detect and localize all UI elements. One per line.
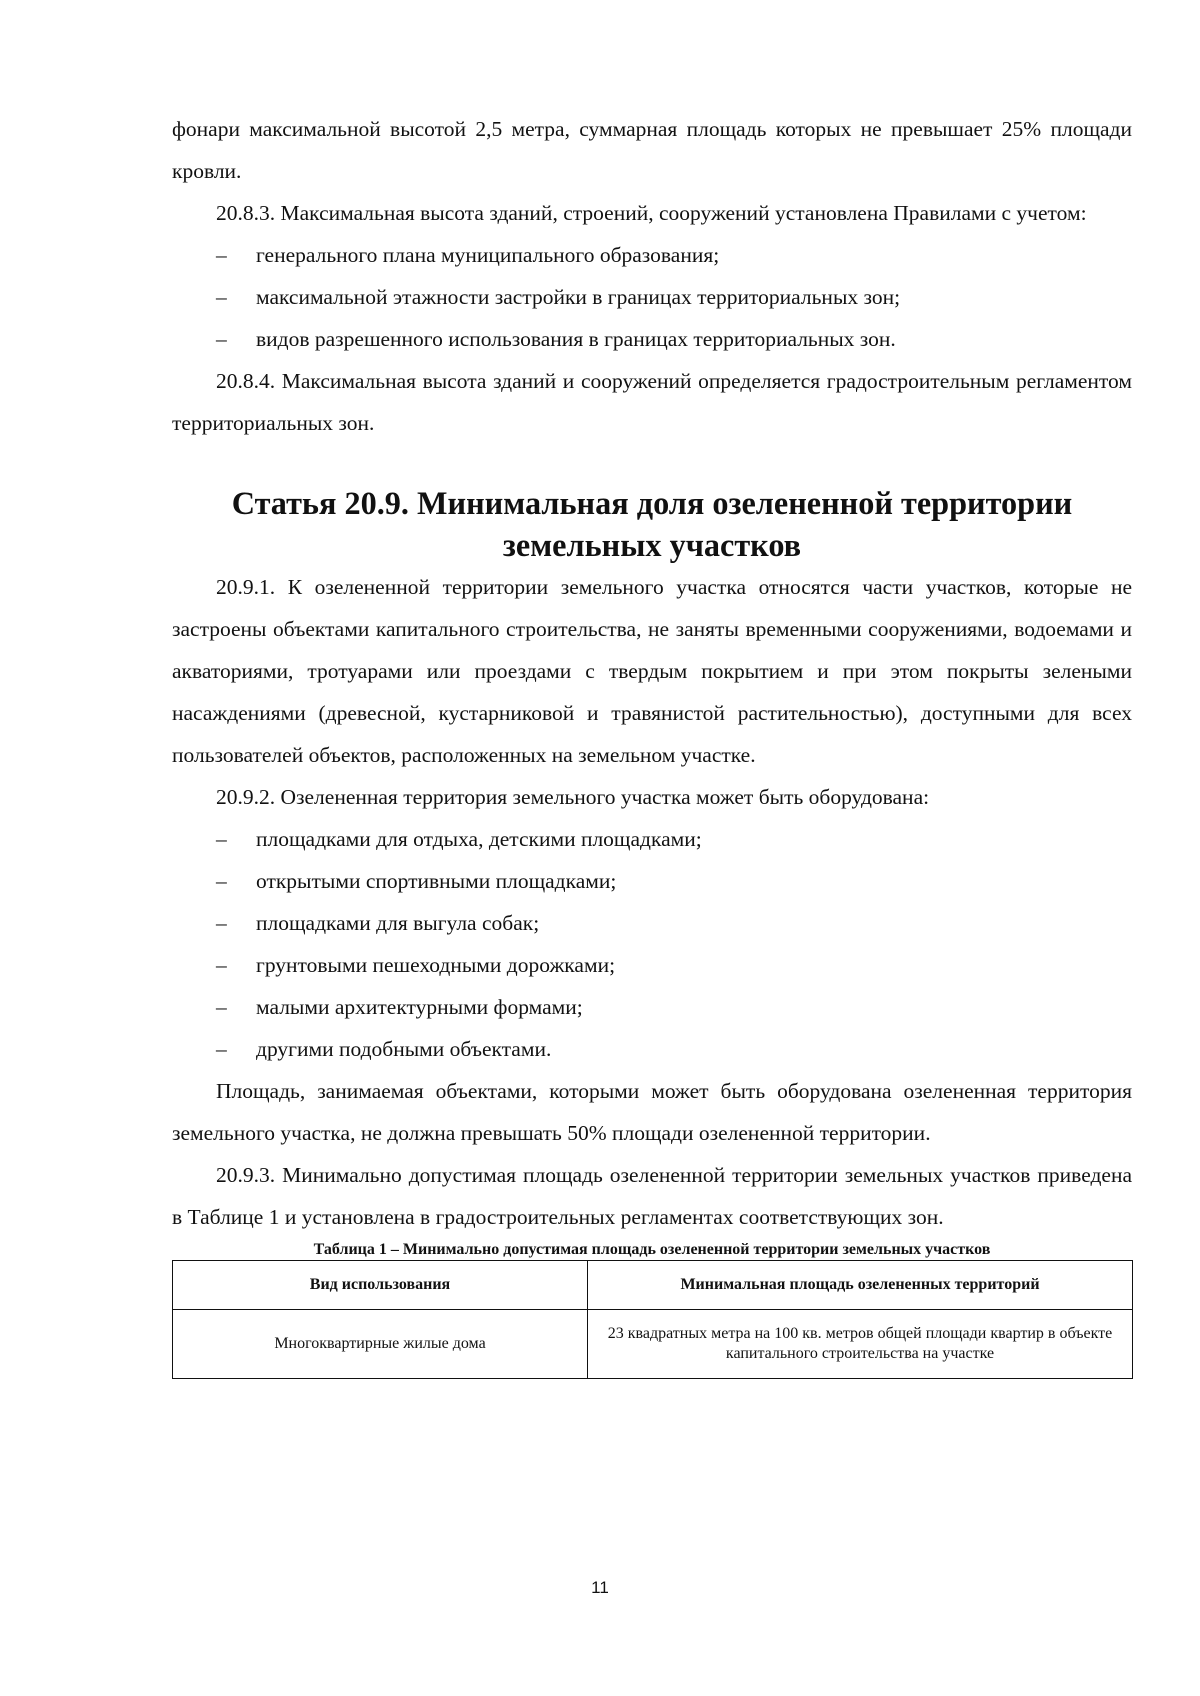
list-item-text: максимальной этажности застройки в границах территориальных зон;	[256, 285, 901, 309]
paragraph-20-8-3: 20.8.3. Максимальная высота зданий, строений, сооружений установлена Правилами с учетом:	[216, 201, 1087, 225]
list-item	[172, 986, 1132, 1028]
table-cell: 23 квадратных метра на 100 кв. метров общей площади квартир в объекте капитального строительства на участке	[588, 1310, 1133, 1379]
paragraph-20-9-3: 20.9.3. Минимально допустимая площадь озелененной территории земельных участков приведена в Таблице 1 и установлена в градостроительных регламентах соответствующих зон.	[172, 1163, 1132, 1229]
table-cell: Многоквартирные жилые дома	[173, 1310, 588, 1379]
table-header-cell: Минимальная площадь озелененных территорий	[588, 1261, 1133, 1310]
list-item-text: малыми архитектурными формами;	[256, 995, 583, 1019]
dash-bullet: –	[216, 243, 227, 267]
page-number: 11	[591, 1578, 609, 1597]
dash-bullet: –	[216, 1037, 227, 1061]
list-item	[172, 1028, 1132, 1070]
paragraph-20-8-4: 20.8.4. Максимальная высота зданий и сооружений определяется градостроительным регламентом территориальных зон.	[172, 369, 1132, 435]
list-item	[172, 318, 1132, 360]
list-item	[172, 818, 1132, 860]
table-caption: Таблица 1 – Минимально допустимая площадь озелененной территории земельных участков	[313, 1241, 991, 1258]
equipment-list	[172, 818, 1132, 1070]
paragraph-20-9-1: 20.9.1. К озелененной территории земельного участка относятся части участков, которые не застроены объектами капитального строительства, не заняты временными сооружениями, водоемами и акваториями, тротуарами или проездами с твердым покрытием и при этом покрыты зелеными насаждениями (древесной, кустарниковой и травянистой растительностью), доступными для всех пользователей объектов, расположенных на земельном участке.	[172, 575, 1132, 767]
paragraph-20-9-2: 20.9.2. Озелененная территория земельного участка может быть оборудована:	[216, 785, 930, 809]
list-item-text: видов разрешенного использования в границах территориальных зон.	[256, 327, 896, 351]
table-row	[173, 1310, 1133, 1379]
document-page	[172, 108, 1132, 1379]
list-item-text: открытыми спортивными площадками;	[256, 869, 617, 893]
dash-bullet: –	[216, 285, 227, 309]
dash-bullet: –	[216, 953, 227, 977]
dash-bullet: –	[216, 911, 227, 935]
paragraph-roof-lanterns: фонари максимальной высотой 2,5 метра, суммарная площадь которых не превышает 25% площади кровли.	[172, 117, 1132, 183]
table-header-row	[173, 1261, 1133, 1310]
dash-bullet: –	[216, 827, 227, 851]
list-item-text: генерального плана муниципального образования;	[256, 243, 720, 267]
list-item	[172, 944, 1132, 986]
dash-bullet: –	[216, 995, 227, 1019]
list-item	[172, 860, 1132, 902]
dash-bullet: –	[216, 869, 227, 893]
paragraph-area-limit: Площадь, занимаемая объектами, которыми может быть оборудована озелененная территория земельного участка, не должна превышать 50% площади озелененной территории.	[172, 1079, 1132, 1145]
height-factors-list	[172, 234, 1132, 360]
list-item	[172, 276, 1132, 318]
list-item-text: площадками для отдыха, детскими площадками;	[256, 827, 702, 851]
article-heading: Статья 20.9. Минимальная доля озелененной территории земельных участков	[231, 485, 1073, 563]
list-item-text: площадками для выгула собак;	[256, 911, 540, 935]
table-header-cell: Вид использования	[173, 1261, 588, 1310]
list-item	[172, 902, 1132, 944]
dash-bullet: –	[216, 327, 227, 351]
green-area-table	[172, 1260, 1133, 1379]
list-item-text: грунтовыми пешеходными дорожками;	[256, 953, 616, 977]
list-item	[172, 234, 1132, 276]
list-item-text: другими подобными объектами.	[256, 1037, 552, 1061]
